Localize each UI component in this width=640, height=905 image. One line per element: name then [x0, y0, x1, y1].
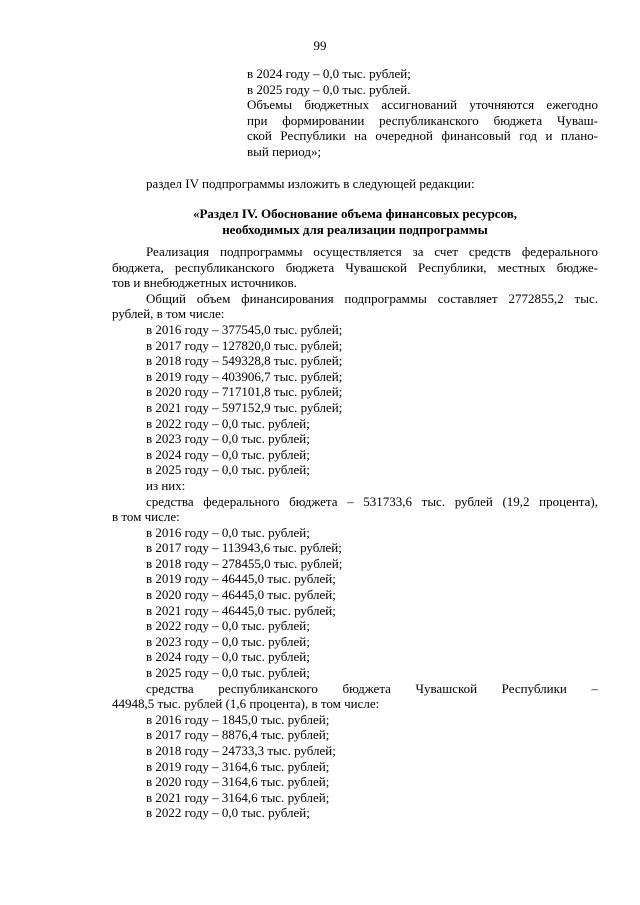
- text-line: вый период»;: [247, 143, 322, 159]
- list-item: в 2024 году – 0,0 тыс. рублей;: [146, 446, 310, 462]
- list-item: в 2021 году – 597152,9 тыс. рублей;: [146, 399, 343, 415]
- list-item: в 2020 году – 717101,8 тыс. рублей;: [146, 384, 343, 400]
- list-item: в 2019 году – 3164,6 тыс. рублей;: [146, 758, 330, 774]
- federal-years-list: [112, 525, 598, 681]
- list-item: в 2018 году – 278455,0 тыс. рублей;: [146, 555, 343, 571]
- list-item: в 2023 году – 0,0 тыс. рублей;: [146, 431, 310, 447]
- list-item: в 2016 году – 0,0 тыс. рублей;: [146, 524, 310, 540]
- text-line: Объемы бюджетных ассигнований уточняются ежегодно: [247, 97, 598, 113]
- text-line: в 2024 году – 0,0 тыс. рублей;: [247, 66, 411, 81]
- list-item: в 2020 году – 3164,6 тыс. рублей;: [146, 774, 330, 790]
- list-item: в 2016 году – 377545,0 тыс. рублей;: [146, 321, 343, 337]
- text-line: рублей, в том числе:: [112, 306, 225, 322]
- heading-line: «Раздел IV. Обоснование объема финансовых ресурсов,: [192, 206, 518, 221]
- section-intro: раздел IV подпрограммы изложить в следующей редакции:: [146, 176, 475, 191]
- text-line: бюджета, республиканского бюджета Чувашской Республики, местных бюдже-: [112, 259, 598, 275]
- list-item: в 2024 году – 0,0 тыс. рублей;: [146, 649, 310, 665]
- list-item: в 2022 году – 0,0 тыс. рублей;: [146, 618, 310, 634]
- text-line: в 2025 году – 0,0 тыс. рублей.: [247, 81, 411, 97]
- list-item: в 2016 году – 1845,0 тыс. рублей;: [146, 711, 330, 727]
- text-line: средства федерального бюджета – 531733,6 тыс. рублей (19,2 процента),: [146, 493, 598, 509]
- list-item: в 2019 году – 403906,7 тыс. рублей;: [146, 368, 343, 384]
- list-item: в 2025 году – 0,0 тыс. рублей;: [146, 462, 310, 478]
- word: Чувашской: [415, 680, 478, 696]
- section-heading: [112, 206, 598, 237]
- page-number: 99: [313, 38, 327, 53]
- text-line: в том числе:: [112, 509, 180, 525]
- text-line: 44948,5 тыс. рублей (1,6 процента), в том числе:: [112, 696, 380, 712]
- list-item: в 2019 году – 46445,0 тыс. рублей;: [146, 571, 336, 587]
- word: республиканского: [218, 680, 318, 696]
- text-line: тов и внебюджетных источников.: [112, 275, 297, 291]
- list-item: в 2017 году – 127820,0 тыс. рублей;: [146, 337, 343, 353]
- text-line: Реализация подпрограммы осуществляется за счет средств федерального: [146, 244, 598, 259]
- list-item: в 2025 году – 0,0 тыс. рублей;: [146, 665, 310, 681]
- text-line: ской Республики на очередной финансовый год и плано-: [247, 128, 598, 144]
- heading-line: необходимых для реализации подпрограммы: [222, 221, 488, 237]
- list-item: в 2020 году – 46445,0 тыс. рублей;: [146, 587, 336, 603]
- federal-paragraph: [112, 494, 598, 525]
- list-item: в 2023 году – 0,0 тыс. рублей;: [146, 633, 310, 649]
- list-item: в 2018 году – 549328,8 тыс. рублей;: [146, 353, 343, 369]
- intro-paragraph: [112, 244, 598, 291]
- list-item: в 2021 году – 3164,6 тыс. рублей;: [146, 789, 330, 805]
- word: бюджета: [342, 680, 391, 696]
- list-item: в 2018 году – 24733,3 тыс. рублей;: [146, 743, 336, 758]
- total-years-list: [112, 322, 598, 478]
- text-line: при формировании республиканского бюджета Чуваш-: [247, 112, 598, 128]
- text-line: Общий объем финансирования подпрограммы составляет 2772855,2 тыс.: [146, 290, 598, 306]
- list-item: в 2022 году – 0,0 тыс. рублей;: [146, 415, 310, 431]
- document-body: [112, 244, 598, 821]
- republic-paragraph: [112, 681, 598, 712]
- list-item: в 2017 году – 113943,6 тыс. рублей;: [146, 540, 342, 556]
- list-item: в 2022 году – 0,0 тыс. рублей;: [146, 805, 310, 821]
- total-paragraph: [112, 291, 598, 322]
- of-them-label: из них:: [146, 477, 186, 493]
- republic-years-list: [112, 712, 598, 821]
- word: Республики: [501, 680, 567, 696]
- word: –: [591, 680, 598, 696]
- top-continuation-block: [247, 66, 598, 160]
- text-line: [112, 681, 598, 697]
- list-item: в 2017 году – 8876,4 тыс. рублей;: [146, 727, 330, 743]
- list-item: в 2021 году – 46445,0 тыс. рублей;: [146, 602, 336, 618]
- word: средства: [146, 680, 194, 696]
